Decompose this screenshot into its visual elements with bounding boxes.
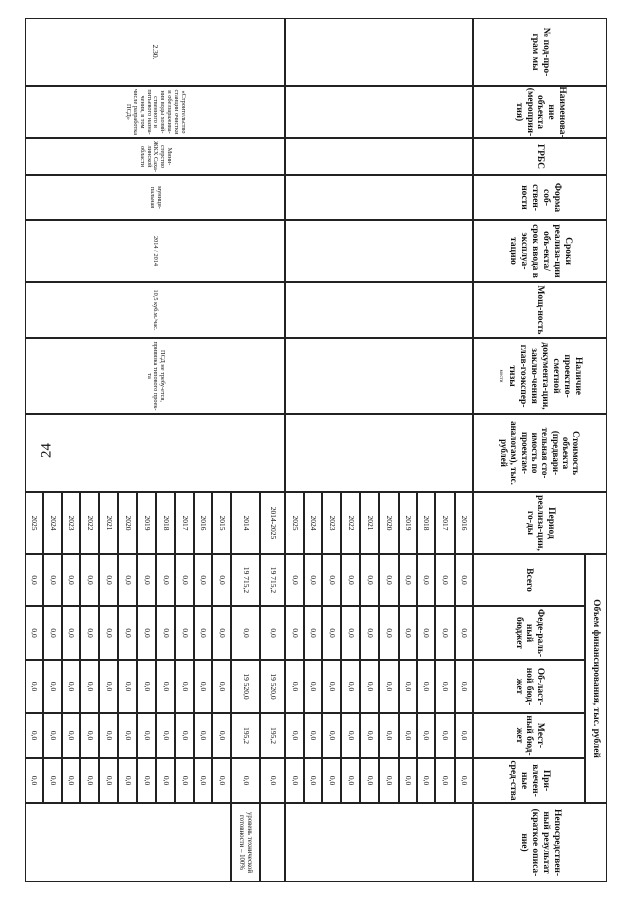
row-total: 0,0 <box>399 554 417 606</box>
row-attracted: 0,0 <box>118 758 137 803</box>
row-period: 2017 <box>435 492 455 554</box>
row-period: 2014-2025 <box>260 492 285 554</box>
header-name: Наименова-ние объекта (мероприя-тия) <box>473 86 607 138</box>
row-period: 2022 <box>80 492 99 554</box>
row-federal: 0,0 <box>417 606 435 660</box>
row-regional: 0,0 <box>285 660 304 713</box>
row-attracted: 0,0 <box>455 758 473 803</box>
row-period: 2024 <box>43 492 62 554</box>
row-period: 2018 <box>156 492 175 554</box>
row-federal: 0,0 <box>99 606 118 660</box>
header-local: Мест-ный бюд-жет <box>473 713 585 758</box>
item-psd: ПСД не требу-ется, привязка типового проек-та <box>25 338 285 414</box>
item-cost <box>25 414 285 492</box>
row-local: 0,0 <box>399 713 417 758</box>
header-num: № под-про-грам мы <box>473 18 607 86</box>
row-federal: 0,0 <box>341 606 360 660</box>
block1-empty-cell <box>285 220 473 282</box>
header-capacity: Мощ-ность <box>473 282 607 338</box>
row-local: 0,0 <box>80 713 99 758</box>
row-total: 0,0 <box>62 554 80 606</box>
header-cost: Стоимость объекта (предвари-тельная сто-имость по проектам-аналогам), тыс. рублей <box>473 414 607 492</box>
row-total: 0,0 <box>379 554 399 606</box>
row-total: 0,0 <box>322 554 341 606</box>
row-total: 0,0 <box>304 554 322 606</box>
item-result: уровень технической готовности – 100% <box>231 803 260 882</box>
row-regional: 0,0 <box>399 660 417 713</box>
row-local: 0,0 <box>417 713 435 758</box>
row-total: 0,0 <box>99 554 118 606</box>
row-regional: 0,0 <box>455 660 473 713</box>
row-period: 2021 <box>99 492 118 554</box>
row-attracted: 0,0 <box>260 758 285 803</box>
row-total: 0,0 <box>285 554 304 606</box>
item-name: «Строительство станции очистки и обеззаражива-ния воды хозяй-ственного и питьевого назна-чения, в том числе разработка ПСД» <box>25 86 285 138</box>
row-local: 0,0 <box>175 713 194 758</box>
row-attracted: 0,0 <box>25 758 43 803</box>
row-total: 0,0 <box>341 554 360 606</box>
row-federal: 0,0 <box>175 606 194 660</box>
header-regional: Об-ласт-ной бюд-жет <box>473 660 585 713</box>
header-result: Непосредствен-ный результат (краткое описа-ние) <box>473 803 607 882</box>
row-period: 2021 <box>360 492 379 554</box>
row-attracted: 0,0 <box>137 758 156 803</box>
row-period: 2019 <box>137 492 156 554</box>
row-attracted: 0,0 <box>194 758 212 803</box>
row-regional: 0,0 <box>175 660 194 713</box>
row-local: 0,0 <box>156 713 175 758</box>
header-total: Всего <box>473 554 585 606</box>
row-local: 0,0 <box>379 713 399 758</box>
row-total: 0,0 <box>417 554 435 606</box>
item-capacity: 10,5 куб.м./час. <box>25 282 285 338</box>
row-local: 0,0 <box>25 713 43 758</box>
row-total: 19 715,2 <box>260 554 285 606</box>
row-federal: 0,0 <box>285 606 304 660</box>
row-total: 0,0 <box>137 554 156 606</box>
row-regional: 0,0 <box>417 660 435 713</box>
row-attracted: 0,0 <box>62 758 80 803</box>
row-local: 0,0 <box>285 713 304 758</box>
row-total: 0,0 <box>118 554 137 606</box>
row-local: 0,0 <box>137 713 156 758</box>
row-attracted: 0,0 <box>43 758 62 803</box>
row-period: 2017 <box>175 492 194 554</box>
row-local: 0,0 <box>341 713 360 758</box>
row-total: 19 715,2 <box>231 554 260 606</box>
row-attracted: 0,0 <box>379 758 399 803</box>
row-federal: 0,0 <box>260 606 285 660</box>
block1-result-cell <box>285 803 473 882</box>
row-period: 2023 <box>62 492 80 554</box>
row-period: 2024 <box>304 492 322 554</box>
row-federal: 0,0 <box>62 606 80 660</box>
funding-table <box>30 18 612 882</box>
row-total: 0,0 <box>455 554 473 606</box>
header-period: Период реализа-ции, го-ды <box>473 492 607 554</box>
row-federal: 0,0 <box>156 606 175 660</box>
row-regional: 0,0 <box>43 660 62 713</box>
row-regional: 19 520,0 <box>260 660 285 713</box>
row-attracted: 0,0 <box>80 758 99 803</box>
row-period: 2016 <box>455 492 473 554</box>
header-psd <box>473 338 607 414</box>
row-regional: 0,0 <box>156 660 175 713</box>
row-regional: 0,0 <box>80 660 99 713</box>
row-local: 0,0 <box>304 713 322 758</box>
row-local: 0,0 <box>43 713 62 758</box>
row-period: 2022 <box>341 492 360 554</box>
row-period: 2015 <box>212 492 231 554</box>
row-result-empty <box>260 803 285 882</box>
block1-empty-cell <box>285 138 473 175</box>
item-grbs: Мини-стерство ЖКХ Саха-линской области <box>25 138 285 175</box>
row-federal: 0,0 <box>118 606 137 660</box>
row-period: 2020 <box>118 492 137 554</box>
row-local: 195,2 <box>231 713 260 758</box>
row-regional: 0,0 <box>194 660 212 713</box>
block1-empty-cell <box>285 86 473 138</box>
row-attracted: 0,0 <box>212 758 231 803</box>
item-ownership: муници-пальная <box>25 175 285 220</box>
row-total: 0,0 <box>194 554 212 606</box>
row-regional: 0,0 <box>341 660 360 713</box>
row-period: 2023 <box>322 492 341 554</box>
row-regional: 0,0 <box>118 660 137 713</box>
row-attracted: 0,0 <box>304 758 322 803</box>
header-psd-note: мости <box>498 369 504 383</box>
row-attracted: 0,0 <box>285 758 304 803</box>
row-attracted: 0,0 <box>322 758 341 803</box>
row-total: 0,0 <box>43 554 62 606</box>
item-number: 2.30. <box>25 18 285 86</box>
item-terms: 2014 / 2014 <box>25 220 285 282</box>
row-federal: 0,0 <box>455 606 473 660</box>
row-federal: 0,0 <box>137 606 156 660</box>
row-federal: 0,0 <box>379 606 399 660</box>
row-federal: 0,0 <box>212 606 231 660</box>
row-regional: 19 520,0 <box>231 660 260 713</box>
header-federal: Феде-раль-ный бюджет <box>473 606 585 660</box>
row-local: 0,0 <box>212 713 231 758</box>
row-federal: 0,0 <box>360 606 379 660</box>
row-total: 0,0 <box>360 554 379 606</box>
row-local: 0,0 <box>360 713 379 758</box>
row-attracted: 0,0 <box>417 758 435 803</box>
row-total: 0,0 <box>175 554 194 606</box>
row-federal: 0,0 <box>231 606 260 660</box>
row-regional: 0,0 <box>435 660 455 713</box>
row-local: 0,0 <box>455 713 473 758</box>
row-local: 0,0 <box>118 713 137 758</box>
header-terms: Сроки реализа-ции объ-екта/срок ввода в эксплуа-тацию <box>473 220 607 282</box>
row-period: 2016 <box>194 492 212 554</box>
row-total: 0,0 <box>80 554 99 606</box>
row-federal: 0,0 <box>435 606 455 660</box>
row-regional: 0,0 <box>212 660 231 713</box>
block1-empty-cell <box>285 338 473 414</box>
row-federal: 0,0 <box>25 606 43 660</box>
row-federal: 0,0 <box>304 606 322 660</box>
row-regional: 0,0 <box>62 660 80 713</box>
row-regional: 0,0 <box>137 660 156 713</box>
row-attracted: 0,0 <box>99 758 118 803</box>
row-total: 0,0 <box>212 554 231 606</box>
row-attracted: 0,0 <box>175 758 194 803</box>
row-federal: 0,0 <box>80 606 99 660</box>
block1-empty-cell <box>285 175 473 220</box>
row-period: 2018 <box>417 492 435 554</box>
row-local: 0,0 <box>435 713 455 758</box>
row-regional: 0,0 <box>25 660 43 713</box>
row-attracted: 0,0 <box>341 758 360 803</box>
row-federal: 0,0 <box>399 606 417 660</box>
row-attracted: 0,0 <box>156 758 175 803</box>
header-grbs: ГРБС <box>473 138 607 175</box>
row-total: 0,0 <box>25 554 43 606</box>
row-attracted: 0,0 <box>435 758 455 803</box>
block1-empty-cell <box>285 18 473 86</box>
row-regional: 0,0 <box>322 660 341 713</box>
row-regional: 0,0 <box>379 660 399 713</box>
row-attracted: 0,0 <box>231 758 260 803</box>
row-local: 0,0 <box>99 713 118 758</box>
row-attracted: 0,0 <box>399 758 417 803</box>
header-attracted: При-влечен-ные сред-ства <box>473 758 585 803</box>
row-attracted: 0,0 <box>360 758 379 803</box>
row-regional: 0,0 <box>360 660 379 713</box>
header-funding: Объем финансирования, тыс. рублей <box>585 554 607 803</box>
row-regional: 0,0 <box>99 660 118 713</box>
row-federal: 0,0 <box>194 606 212 660</box>
row-regional: 0,0 <box>304 660 322 713</box>
row-period: 2019 <box>399 492 417 554</box>
row-period: 2014 <box>231 492 260 554</box>
row-local: 0,0 <box>322 713 341 758</box>
row-local: 0,0 <box>194 713 212 758</box>
page-number: 24 <box>38 443 55 458</box>
header-psd-label: Наличие проектно-сметной документа-ции, заклю-чения глав-гоэкспер-тизы <box>507 342 583 410</box>
header-ownership: Форма соб-ствен-ности <box>473 175 607 220</box>
row-period: 2025 <box>25 492 43 554</box>
row-local: 0,0 <box>62 713 80 758</box>
row-federal: 0,0 <box>322 606 341 660</box>
row-total: 0,0 <box>156 554 175 606</box>
row-period: 2025 <box>285 492 304 554</box>
row-local: 195,2 <box>260 713 285 758</box>
row-total: 0,0 <box>435 554 455 606</box>
block1-empty-cell <box>285 282 473 338</box>
row-period: 2020 <box>379 492 399 554</box>
row-federal: 0,0 <box>43 606 62 660</box>
block1-empty-cell <box>285 414 473 492</box>
block2-result-tail <box>25 803 231 882</box>
